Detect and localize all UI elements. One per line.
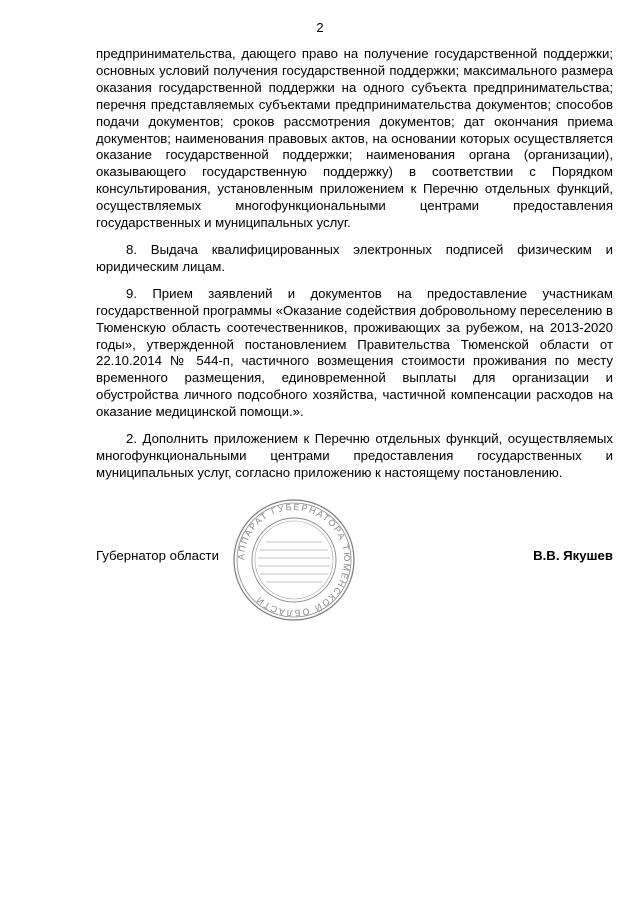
seal-text: АППАРАТ ГУБЕРНАТОРА ТЮМЕНСКОЙ ОБЛАСТИ xyxy=(235,501,353,619)
paragraph-item-8: 8. Выдача квалифицированных электронных подписей физическим и юридическим лицам. xyxy=(96,241,613,274)
paragraph-item-9: 9. Прием заявлений и документов на предоставление участникам государственной программы «Оказание содействия добровольному переселению в Тюменскую область соотечественников, проживающих за рубежом, на 2013-2020 годы», утвержденной постановлением Правительства Тюменской области от 22.10.2014 № 544-п, частичного возмещения стоимости проживания по месту временного размещения, единовременной выплаты для организации и обустройства личного подсобного хозяйства, частичной компенсации расходов на оказание медицинской помощи.». xyxy=(96,285,613,420)
signer-title: Губернатор области xyxy=(96,548,219,563)
paragraph-point-2: 2. Дополнить приложением к Перечню отдельных функций, осуществляемых многофункциональными центрами предоставления государственных и муниципальных услуг, согласно приложению к настоящему постановлению. xyxy=(96,431,613,480)
paragraph-continuation: предпринимательства, дающего право на получение государственной поддержки; основных условий получения государственной поддержки; максимального размера оказания государственной поддержки на одного субъекта предпринимательства; перечня представляемых субъектами предпринимательства документов; способов подачи документов; сроков рассмотрения документов; дат окончания приема документов; наименования правовых актов, на основании которых осуществляется оказание государственной поддержки; наименования органа (организации), оказывающего государственную поддержку) в соответствии с Порядком консультирования, установленным приложением к Перечню отдельных функций, осуществляемых многофункциональными центрами предоставления государственных и муниципальных услуг. xyxy=(96,46,613,231)
page-number: 2 xyxy=(316,20,324,35)
signer-name: В.В. Якушев xyxy=(533,548,613,563)
round-seal-icon xyxy=(232,498,356,622)
document-body xyxy=(96,46,613,482)
svg-text:АППАРАТ ГУБЕРНАТОРА ТЮМЕНСКОЙ xyxy=(236,502,352,618)
